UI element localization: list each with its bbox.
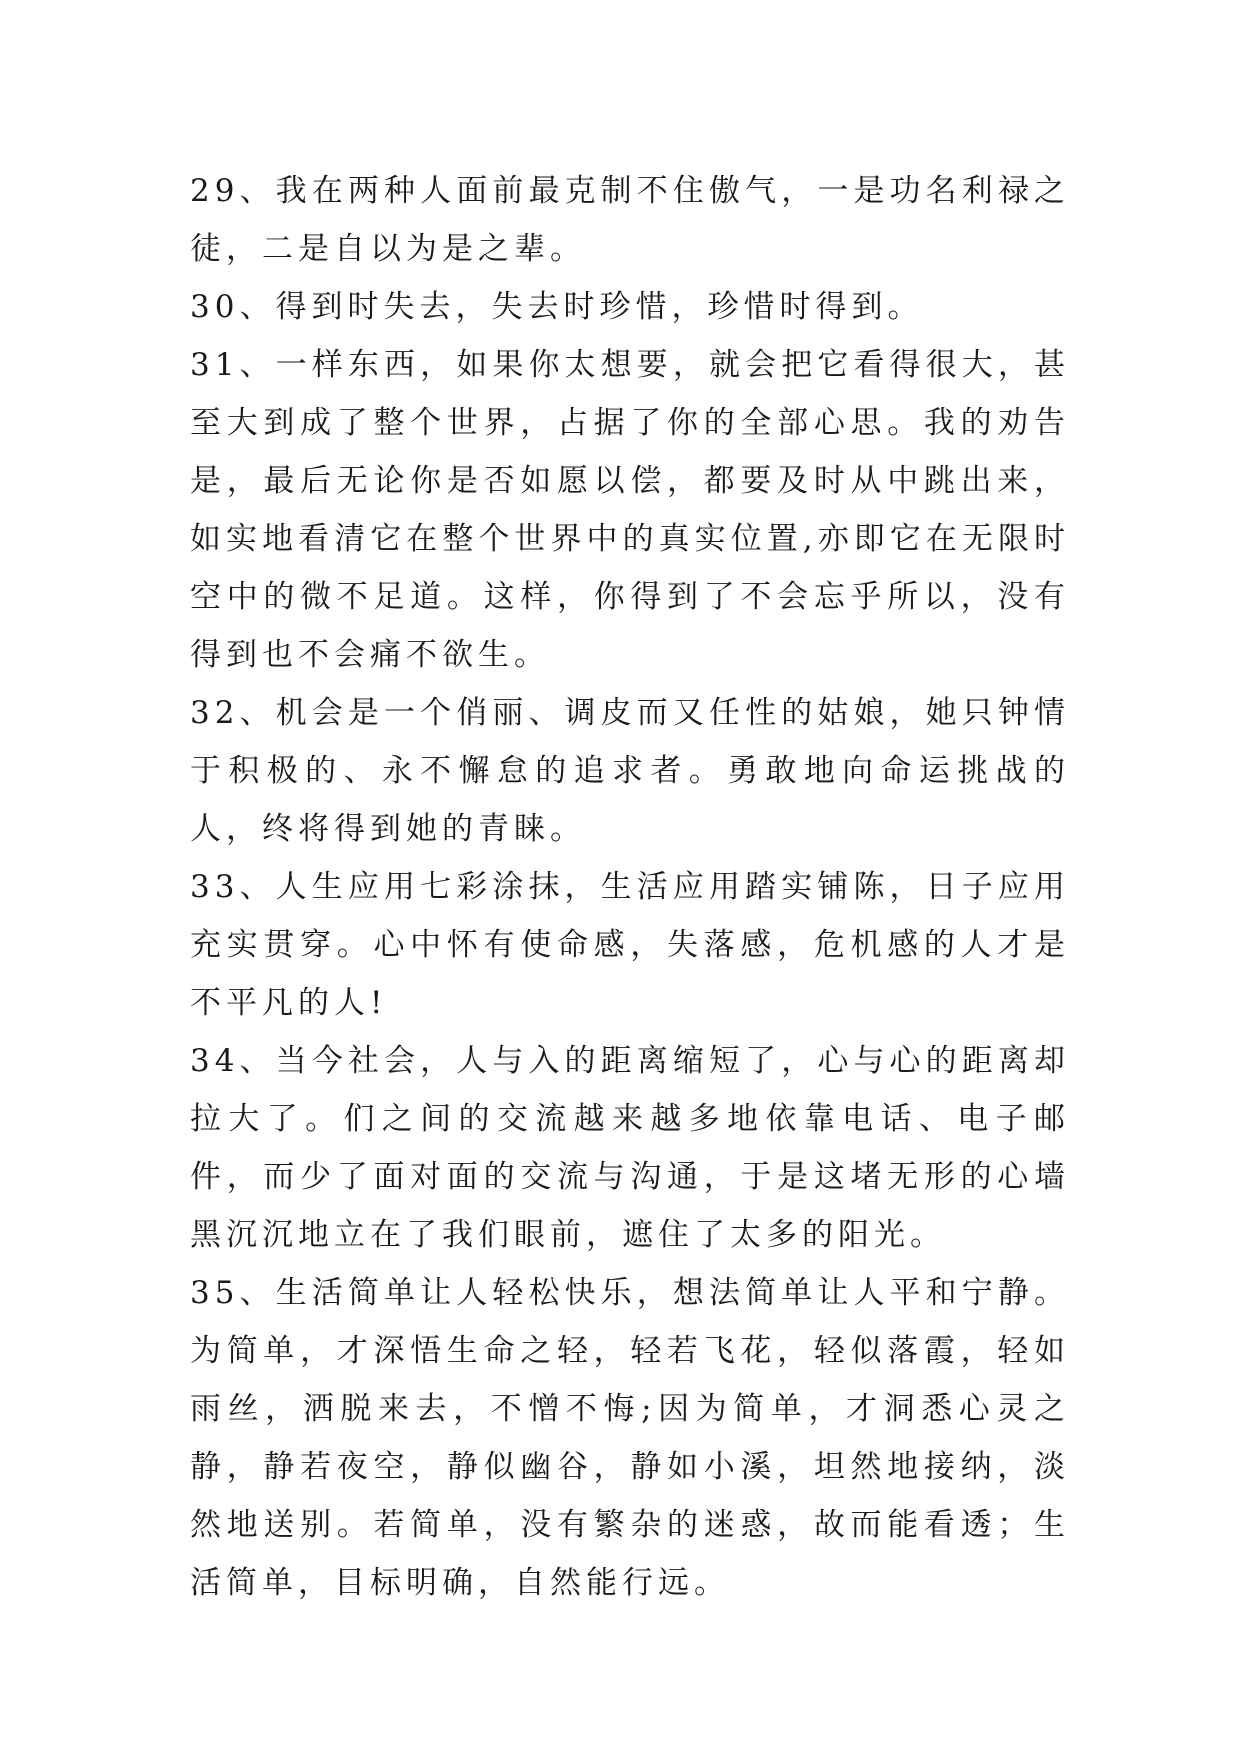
paragraph-33: 33、人生应用七彩涂抹，生活应用踏实铺陈，日子应用充实贯穿。心中怀有使命感，失落感，危机感的人才是不平凡的人!: [190, 869, 1070, 1021]
document-body: [190, 162, 1070, 1612]
paragraph-31: 31、一样东西，如果你太想要，就会把它看得很大，甚至大到成了整个世界，占据了你的全部心思。我的劝告是，最后无论你是否如愿以偿，都要及时从中跳出来，如实地看清它在整个世界中的真实位置,亦即它在无限时空中的微不足道。这样，你得到了不会忘乎所以，没有得到也不会痛不欲生。: [190, 347, 1070, 673]
paragraph-30: 30、得到时失去，失去时珍惜，珍惜时得到。: [190, 289, 924, 325]
paragraph-34: 34、当今社会，人与入的距离缩短了，心与心的距离却拉大了。们之间的交流越来越多地依靠电话、电子邮件，而少了面对面的交流与沟通，于是这堵无形的心墙黑沉沉地立在了我们眼前，遮住了太多的阳光。: [190, 1043, 1070, 1253]
paragraph-35: 35、生活简单让人轻松快乐，想法简单让人平和宁静。为简单，才深悟生命之轻，轻若飞花，轻似落霞，轻如雨丝，洒脱来去，不憎不悔;因为简单，才洞悉心灵之静，静若夜空，静似幽谷，静如小溪，坦然地接纳，淡然地送别。若简单，没有繁杂的迷惑，故而能看透；生活简单，目标明确，自然能行远。: [190, 1275, 1070, 1601]
paragraph-32: 32、机会是一个俏丽、调皮而又任性的姑娘，她只钟情于积极的、永不懈怠的追求者。勇敢地向命运挑战的人，终将得到她的青睐。: [190, 695, 1070, 847]
paragraph-29: 29、我在两种人面前最克制不住傲气，一是功名利禄之徒，二是自以为是之辈。: [190, 173, 1070, 267]
